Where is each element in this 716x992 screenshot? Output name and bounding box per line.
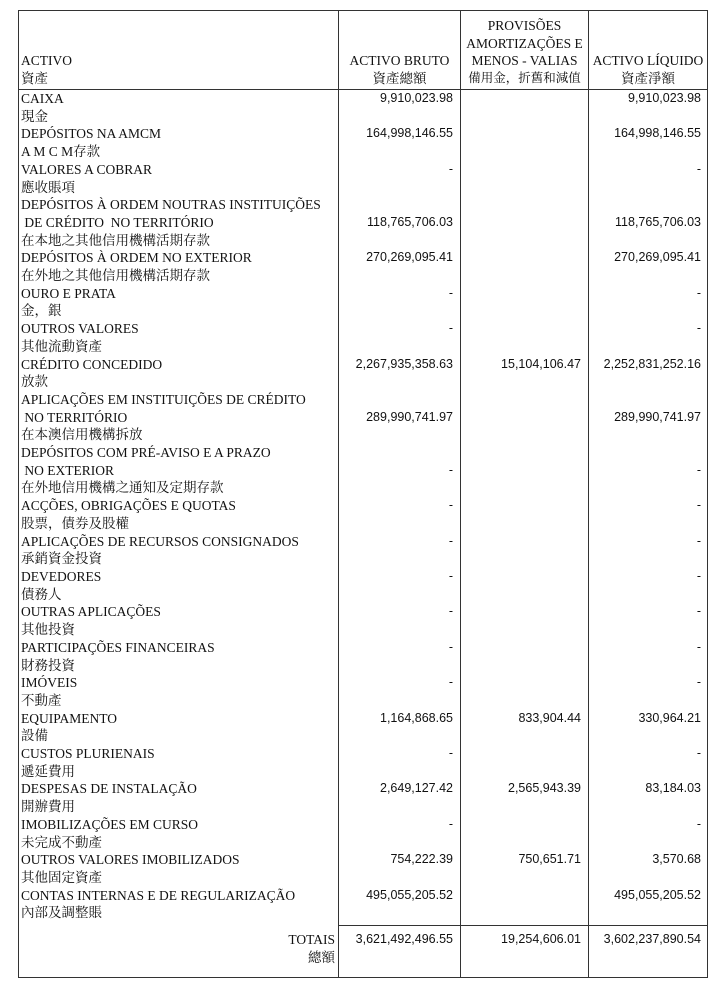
row-value-gross: -: [448, 604, 453, 619]
row-label-pt: DEPÓSITOS COM PRÉ-AVISO E A PRAZO: [21, 445, 271, 461]
row-label-pt: CRÉDITO CONCEDIDO: [21, 356, 163, 372]
row-value-net: 495,055,205.52: [614, 887, 701, 902]
table-row: [19, 196, 709, 249]
row-value-gross: -: [448, 462, 453, 477]
row-label-pt: CUSTOS PLURIENAIS: [21, 746, 155, 762]
table-row: [19, 444, 709, 497]
row-label-pt: OUTROS VALORES IMOBILIZADOS: [21, 852, 240, 868]
row-value-gross: 289,990,741.97: [366, 409, 453, 424]
row-label-zh: 內部及調整賬: [21, 905, 102, 921]
row-label-zh: 開辦費用: [21, 799, 75, 815]
row-value-gross: -: [448, 161, 453, 176]
row-value-gross: -: [448, 816, 453, 831]
table-row: [19, 285, 709, 320]
row-label-zh: 不動產: [21, 692, 62, 708]
totals-divider: [338, 925, 707, 926]
row-label-pt: APLICAÇÕES DE RECURSOS CONSIGNADOS: [21, 533, 299, 549]
table-row: [19, 710, 709, 745]
row-value-gross: 164,998,146.55: [366, 126, 453, 141]
totals-provisions: 19,254,606.01: [501, 932, 581, 946]
table-row: [19, 391, 709, 444]
header-label-zh: 資產總額: [372, 70, 427, 86]
row-value-gross: 9,910,023.98: [380, 91, 453, 105]
table-row: [19, 816, 709, 851]
row-label-zh: 承銷資金投資: [21, 551, 102, 567]
row-label-pt: VALORES A COBRAR: [21, 161, 153, 177]
row-value-gross: -: [448, 533, 453, 548]
totals-label-pt: TOTAIS: [288, 932, 335, 947]
table-row: [19, 249, 709, 284]
row-label-zh: 其他流動資產: [21, 338, 102, 354]
row-value-net: -: [696, 462, 701, 477]
table-row: [19, 90, 709, 125]
row-label-pt: OURO E PRATA: [21, 285, 116, 301]
row-value-prov: 833,904.44: [518, 710, 581, 725]
row-label-zh: 在本澳信用機構拆放: [21, 427, 143, 443]
row-value-gross: 754,222.39: [390, 852, 453, 867]
row-value-net: -: [696, 533, 701, 548]
row-label-pt: ACÇÕES, OBRIGAÇÕES E QUOTAS: [21, 498, 236, 514]
row-label-pt: IMÓVEIS: [21, 675, 78, 691]
row-label-pt: CONTAS INTERNAS E DE REGULARIZAÇÃO: [21, 887, 296, 903]
row-label-pt: DE CRÉDITO NO TERRITÓRIO: [21, 214, 214, 230]
row-label-zh: 未完成不動產: [21, 834, 102, 850]
row-value-net: -: [696, 161, 701, 176]
table-row: [19, 320, 709, 355]
row-value-net: -: [696, 675, 701, 690]
table-row: [19, 780, 709, 815]
row-value-net: 83,184.03: [645, 781, 701, 796]
row-value-gross: 270,269,095.41: [366, 250, 453, 265]
row-value-net: -: [696, 568, 701, 583]
totals-label: [19, 926, 335, 983]
row-label-pt: DEPÓSITOS À ORDEM NOUTRAS INSTITUIÇÕES: [21, 197, 321, 213]
row-label-pt: NO EXTERIOR: [21, 462, 114, 478]
row-value-gross: -: [448, 639, 453, 654]
row-label-pt: PARTICIPAÇÕES FINANCEIRAS: [21, 639, 215, 655]
table-row: [19, 603, 709, 638]
header-activo: [21, 11, 321, 89]
header-provisoes: [461, 11, 588, 89]
table-row: [19, 356, 709, 391]
row-value-net: -: [696, 285, 701, 300]
row-label-zh: 金，銀: [21, 303, 62, 319]
header-label-pt: ACTIVO BRUTO: [349, 53, 450, 68]
header-activo-bruto: [339, 11, 460, 89]
row-label-zh: 在外地之其他信用機構活期存款: [21, 268, 210, 284]
table-row: [19, 497, 709, 532]
row-value-gross: 2,267,935,358.63: [355, 356, 453, 371]
row-label-zh: 應收賬項: [21, 179, 75, 195]
row-value-net: -: [696, 746, 701, 761]
row-label-zh: 財務投資: [21, 657, 75, 673]
row-label-pt: OUTRAS APLICAÇÕES: [21, 604, 161, 620]
row-label-zh: 其他投資: [21, 622, 75, 638]
row-value-net: 164,998,146.55: [614, 126, 701, 141]
table-body: [19, 90, 709, 922]
row-value-gross: -: [448, 498, 453, 513]
row-value-gross: 2,649,127.42: [380, 781, 453, 796]
row-label-zh: 放款: [21, 374, 48, 390]
row-value-net: -: [696, 498, 701, 513]
header-label-pt: AMORTIZAÇÕES E: [466, 35, 583, 51]
header-label-zh: 資產: [21, 70, 48, 86]
row-value-net: 9,910,023.98: [628, 91, 701, 105]
row-value-prov: 15,104,106.47: [501, 356, 581, 371]
row-label-pt: IMOBILIZAÇÕES EM CURSO: [21, 816, 199, 832]
row-value-gross: 118,765,706.03: [367, 214, 453, 229]
row-value-net: 3,570.68: [652, 852, 701, 867]
row-value-net: 270,269,095.41: [614, 250, 701, 265]
row-label-zh: 在外地信用機構之通知及定期存款: [21, 480, 224, 496]
row-label-pt: DEVEDORES: [21, 568, 102, 584]
row-value-net: -: [696, 321, 701, 336]
row-value-net: 289,990,741.97: [614, 409, 701, 424]
header-label-pt: ACTIVO LÍQUIDO: [592, 53, 704, 68]
row-label-pt: EQUIPAMENTO: [21, 710, 118, 726]
row-value-gross: -: [448, 321, 453, 336]
row-value-gross: -: [448, 285, 453, 300]
totals-label-zh: 總額: [308, 949, 335, 965]
row-value-gross: 495,055,205.52: [366, 887, 453, 902]
row-label-zh: 債務人: [21, 586, 62, 602]
balance-sheet-table: [18, 10, 708, 978]
header-label-pt: ACTIVO: [21, 53, 72, 68]
row-value-net: 330,964.21: [638, 710, 701, 725]
header-label-pt: MENOS - VALIAS: [471, 53, 578, 68]
row-label-zh: 股票，債券及股權: [21, 515, 129, 531]
row-value-prov: 2,565,943.39: [508, 781, 581, 796]
row-value-gross: -: [448, 675, 453, 690]
totals-net: 3,602,237,890.54: [603, 932, 701, 946]
table-row: [19, 568, 709, 603]
row-label-zh: 在本地之其他信用機構活期存款: [21, 232, 210, 248]
row-label-pt: OUTROS VALORES: [21, 321, 139, 337]
header-activo-liquido: [589, 11, 707, 89]
header-label-pt: PROVISÕES: [487, 18, 562, 33]
row-label-pt: CAIXA: [21, 91, 64, 106]
row-value-net: -: [696, 639, 701, 654]
row-value-gross: -: [448, 746, 453, 761]
row-label-zh: 設備: [21, 728, 48, 744]
row-label-zh: 其他固定資產: [21, 869, 102, 885]
table-row: [19, 851, 709, 886]
table-row: [19, 674, 709, 709]
row-label-zh: 遞延費用: [21, 763, 75, 779]
table-row: [19, 533, 709, 568]
row-value-prov: 750,651.71: [518, 852, 581, 867]
header-label-zh: 備用金，折舊和減值: [468, 70, 581, 85]
row-label-pt: NO TERRITÓRIO: [21, 409, 128, 425]
row-value-gross: 1,164,868.65: [380, 710, 453, 725]
row-label-pt: DEPÓSITOS À ORDEM NO EXTERIOR: [21, 250, 252, 266]
row-label-pt: APLICAÇÕES EM INSTITUIÇÕES DE CRÉDITO: [21, 391, 306, 407]
table-row: [19, 161, 709, 196]
table-row: [19, 745, 709, 780]
table-row: [19, 639, 709, 674]
row-label-zh: A M C M存款: [21, 144, 101, 160]
row-value-net: -: [696, 604, 701, 619]
row-value-gross: -: [448, 568, 453, 583]
totals-gross: 3,621,492,496.55: [355, 932, 453, 946]
header-label-zh: 資產淨額: [621, 70, 675, 86]
row-label-zh: 現金: [21, 108, 48, 124]
table-row: [19, 125, 709, 160]
table-row: [19, 887, 709, 922]
row-value-net: -: [696, 816, 701, 831]
row-label-pt: DESPESAS DE INSTALAÇÃO: [21, 781, 197, 797]
row-label-pt: DEPÓSITOS NA AMCM: [21, 126, 162, 142]
row-value-net: 2,252,831,252.16: [603, 356, 701, 371]
row-value-net: 118,765,706.03: [615, 214, 701, 229]
